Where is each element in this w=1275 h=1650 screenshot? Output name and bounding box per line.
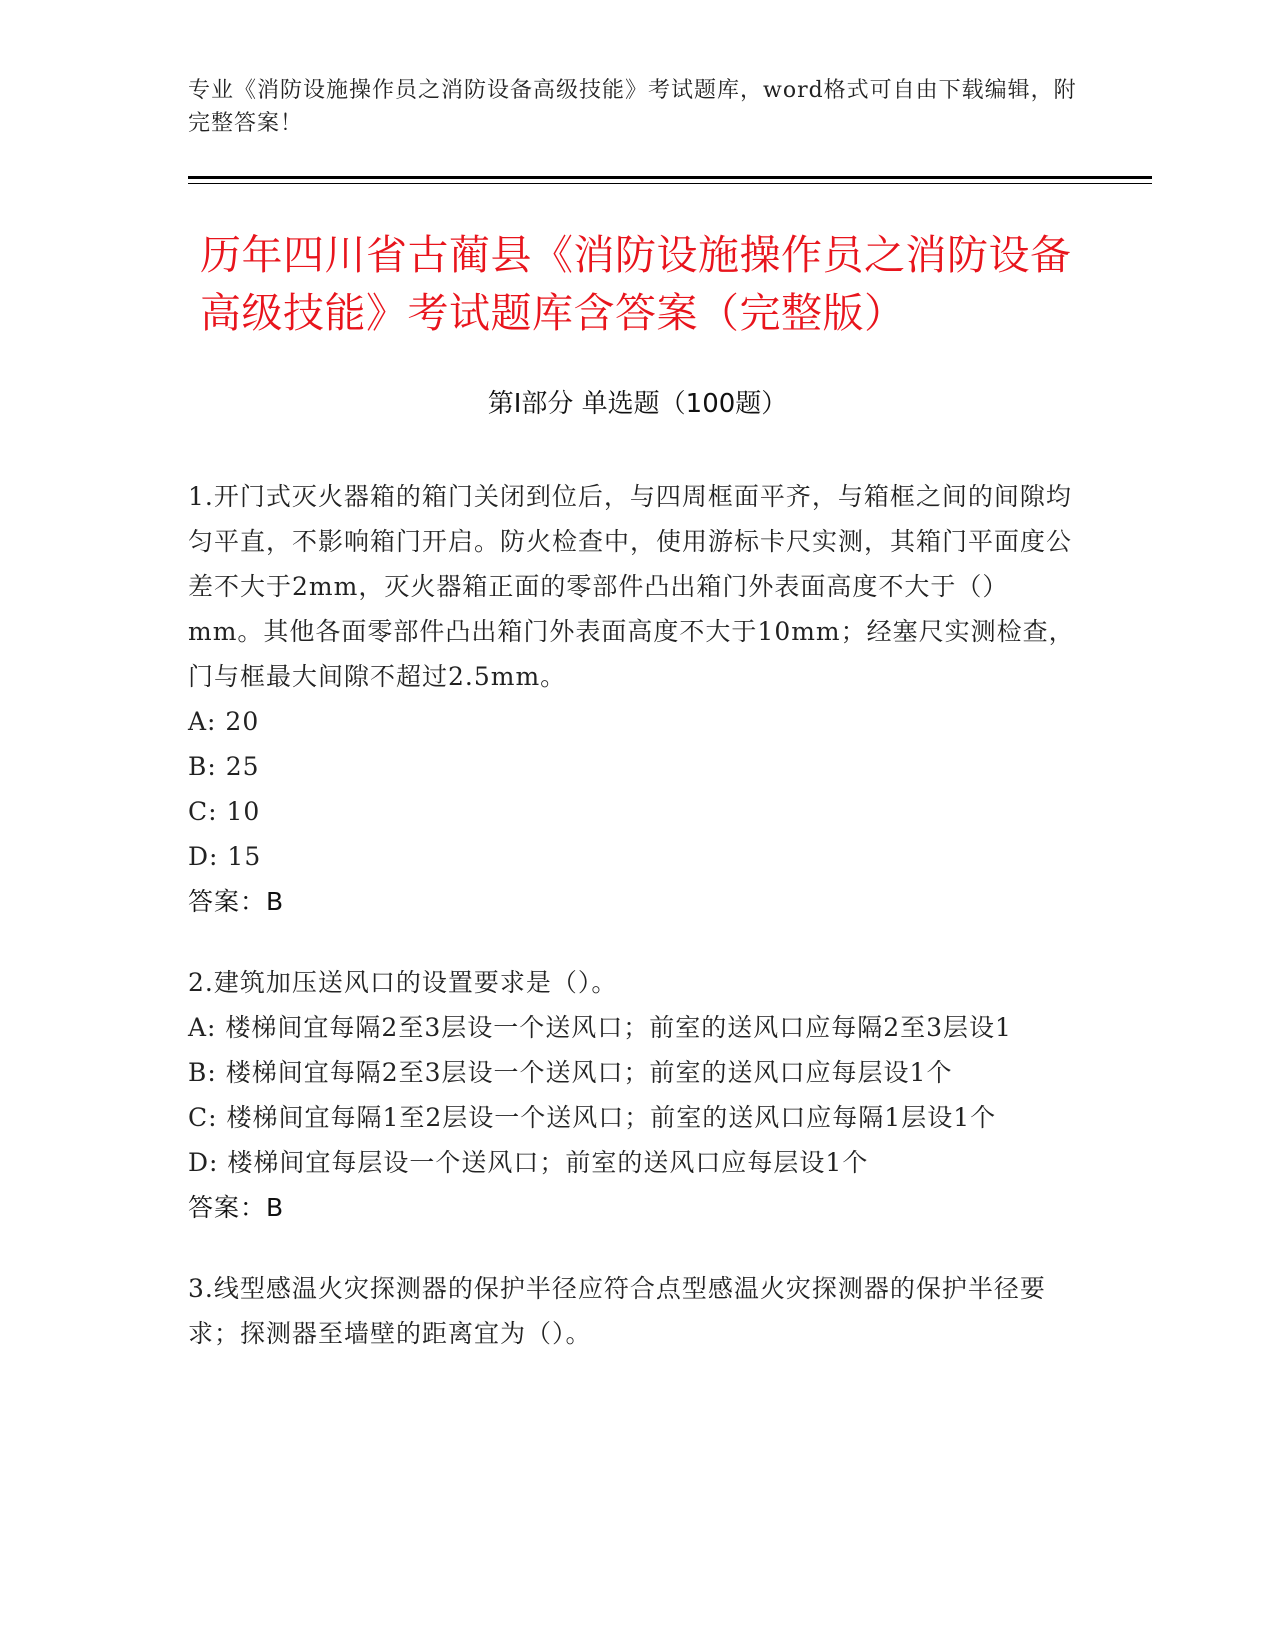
question-1 (188, 474, 1078, 924)
header-note: 专业《消防设施操作员之消防设备高级技能》考试题库，word格式可自由下载编辑，附完整答案！ (188, 78, 1077, 136)
option-a: A: 楼梯间宜每隔2至3层设一个送风口；前室的送风口应每隔2至3层设1 (188, 1013, 1012, 1042)
option-b: B: 楼梯间宜每隔2至3层设一个送风口；前室的送风口应每层设1个 (188, 1058, 953, 1087)
question-3 (188, 1266, 1078, 1356)
answer: 答案：B (188, 1193, 285, 1222)
question-list (188, 474, 1078, 1392)
option-d: D: 15 (188, 842, 262, 871)
question-stem: 1.开门式灭火器箱的箱门关闭到位后，与四周框面平齐，与箱框之间的间隙均匀平直，不影响箱门开启。防火检查中，使用游标卡尺实测，其箱门平面度公差不大于2mm，灭火器箱正面的零部件凸出箱门外表面高度不大于（）mm。其他各面零部件凸出箱门外表面高度不大于10mm；经塞尺实测检查，门与框最大间隙不超过2.5mm。 (188, 482, 1075, 691)
section-title: 第I部分 单选题（100题） (487, 389, 788, 419)
document-title: 历年四川省古蔺县《消防设施操作员之消防设备高级技能》考试题库含答案（完整版） (200, 231, 1072, 337)
option-b: B: 25 (188, 752, 260, 781)
header-rule-thick (188, 176, 1152, 179)
answer: 答案：B (188, 887, 285, 916)
option-c: C: 楼梯间宜每隔1至2层设一个送风口；前室的送风口应每隔1层设1个 (188, 1103, 997, 1132)
option-c: C: 10 (188, 797, 261, 826)
header-rule-thin (188, 183, 1152, 184)
question-2 (188, 960, 1078, 1230)
question-stem: 3.线型感温火灾探测器的保护半径应符合点型感温火灾探测器的保护半径要求；探测器至墙壁的距离宜为（）。 (188, 1274, 1046, 1348)
question-stem: 2.建筑加压送风口的设置要求是（）。 (188, 968, 618, 997)
option-d: D: 楼梯间宜每层设一个送风口；前室的送风口应每层设1个 (188, 1148, 869, 1177)
option-a: A: 20 (188, 707, 260, 736)
